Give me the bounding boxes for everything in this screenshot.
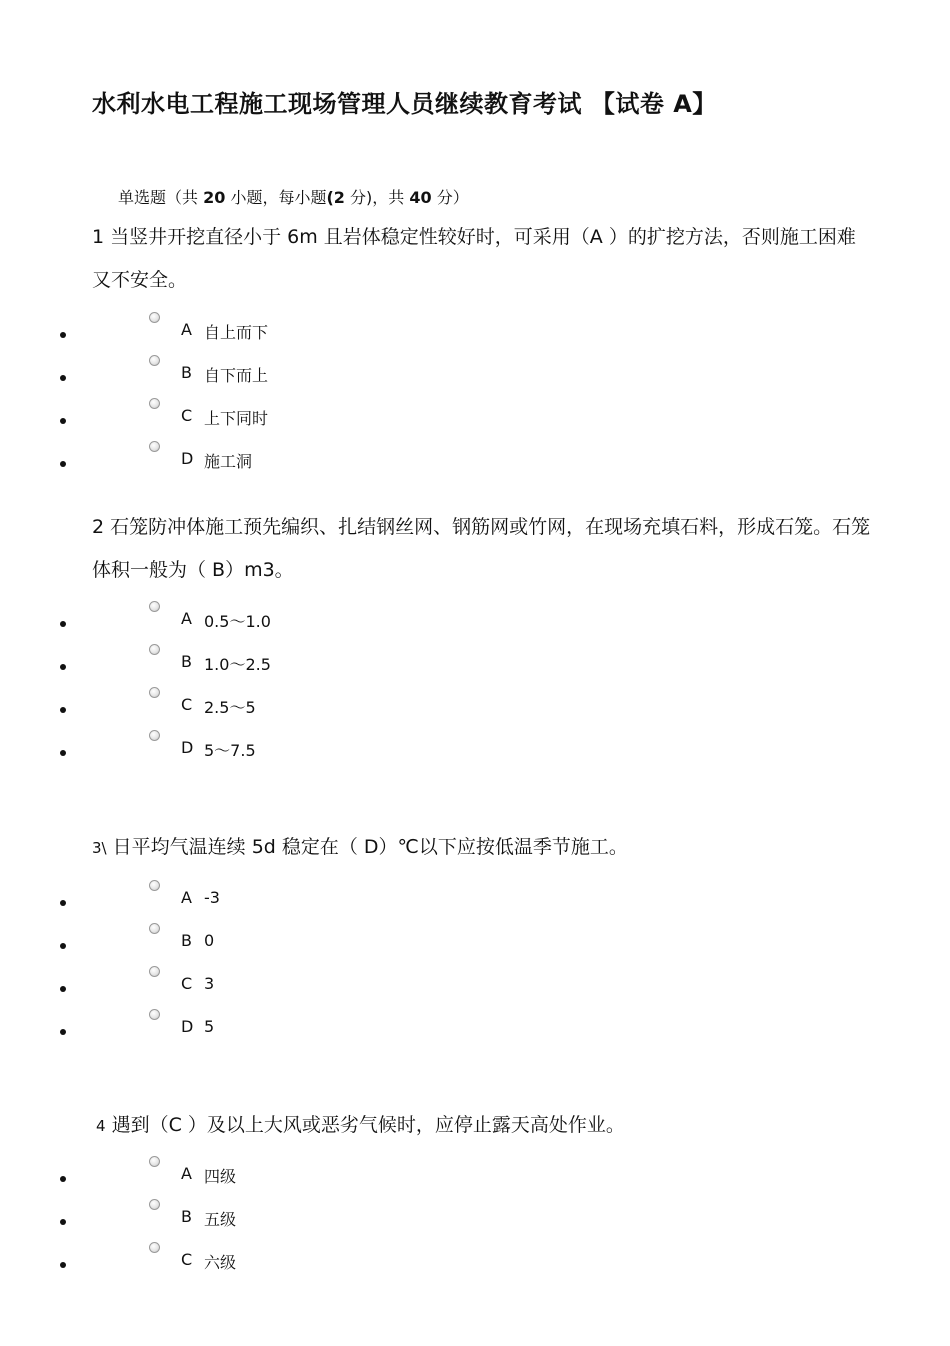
bullet-icon (60, 986, 66, 992)
radio-icon[interactable] (149, 601, 160, 612)
option-letter: A (181, 888, 192, 907)
radio-icon[interactable] (149, 687, 160, 698)
option-letter: B (181, 931, 192, 950)
question-body: 当竖井开挖直径小于 6m 且岩体稳定性较好时，可采用（A ）的扩挖方法，否则施工困难又不安全。 (92, 226, 856, 291)
radio-icon[interactable] (149, 441, 160, 452)
option-2b[interactable] (60, 644, 360, 684)
section-mid3: ，共 (372, 188, 410, 207)
radio-icon[interactable] (149, 1009, 160, 1020)
bullet-icon (60, 1219, 66, 1225)
radio-icon[interactable] (149, 880, 160, 891)
option-text: 五级 (204, 1210, 237, 1229)
radio-icon[interactable] (149, 398, 160, 409)
option-2c[interactable] (60, 687, 360, 727)
question-2-text (92, 506, 874, 592)
question-body: 石笼防冲体施工预先编织、扎结钢丝网、钢筋网或竹网，在现场充填石料，形成石笼。石笼体积一般为（ B）m3。 (92, 516, 871, 581)
question-number: 3\ (92, 839, 107, 857)
radio-icon[interactable] (149, 923, 160, 934)
question-4-text (96, 1104, 878, 1148)
option-2a[interactable] (60, 601, 360, 641)
option-text: 0.5～1.0 (204, 612, 271, 631)
question-number: 2 (92, 516, 105, 538)
bullet-icon (60, 943, 66, 949)
radio-icon[interactable] (149, 1242, 160, 1253)
option-3a[interactable] (60, 880, 360, 920)
bullet-icon (60, 332, 66, 338)
option-4c[interactable] (60, 1242, 360, 1282)
bullet-icon (60, 664, 66, 670)
question-1-text (92, 216, 874, 302)
radio-icon[interactable] (149, 966, 160, 977)
radio-icon[interactable] (149, 1156, 160, 1167)
option-letter: D (181, 449, 194, 468)
section-header (118, 185, 469, 208)
radio-icon[interactable] (149, 355, 160, 366)
question-number: 4 (96, 1117, 106, 1135)
total-score: 40 (409, 188, 432, 207)
section-mid2: 分) (344, 188, 373, 207)
option-text: 1.0～2.5 (204, 655, 271, 674)
question-score: (2 (326, 188, 345, 207)
option-letter: B (181, 363, 192, 382)
option-1d[interactable] (60, 441, 360, 481)
option-letter: C (181, 695, 193, 714)
bullet-icon (60, 1029, 66, 1035)
option-2d[interactable] (60, 730, 360, 770)
bullet-icon (60, 750, 66, 756)
option-letter: A (181, 320, 192, 339)
option-4a[interactable] (60, 1156, 360, 1196)
bullet-icon (60, 900, 66, 906)
section-prefix: 单选题（共 (118, 188, 204, 207)
question-3-text (92, 826, 874, 870)
option-text: 0 (204, 931, 215, 950)
radio-icon[interactable] (149, 1199, 160, 1210)
radio-icon[interactable] (149, 730, 160, 741)
option-4b[interactable] (60, 1199, 360, 1239)
option-3b[interactable] (60, 923, 360, 963)
option-text: 自上而下 (204, 323, 269, 342)
option-text: -3 (204, 888, 220, 907)
option-letter: D (181, 738, 194, 757)
option-text: 5 (204, 1017, 215, 1036)
bullet-icon (60, 707, 66, 713)
option-1b[interactable] (60, 355, 360, 395)
option-letter: B (181, 652, 192, 671)
question-body: 遇到（C ）及以上大风或恶劣气候时，应停止露天高处作业。 (105, 1114, 625, 1136)
bullet-icon (60, 418, 66, 424)
option-letter: D (181, 1017, 194, 1036)
page-title: 水利水电工程施工现场管理人员继续教育考试 【试卷 A】 (92, 90, 717, 118)
question-body: 日平均气温连续 5d 稳定在（ D）℃以下应按低温季节施工。 (106, 836, 628, 858)
bullet-icon (60, 621, 66, 627)
question-number: 1 (92, 226, 105, 248)
option-text: 上下同时 (204, 409, 269, 428)
option-text: 自下而上 (204, 366, 269, 385)
question-count: 20 (203, 188, 226, 207)
bullet-icon (60, 1176, 66, 1182)
option-text: 2.5～5 (204, 698, 256, 717)
option-text: 5～7.5 (204, 741, 256, 760)
option-1a[interactable] (60, 312, 360, 352)
option-letter: B (181, 1207, 192, 1226)
bullet-icon (60, 461, 66, 467)
option-letter: C (181, 406, 193, 425)
option-3d[interactable] (60, 1009, 360, 1049)
option-text: 四级 (204, 1167, 237, 1186)
radio-icon[interactable] (149, 312, 160, 323)
bullet-icon (60, 375, 66, 381)
bullet-icon (60, 1262, 66, 1268)
option-letter: C (181, 974, 193, 993)
option-letter: C (181, 1250, 193, 1269)
option-text: 六级 (204, 1253, 237, 1272)
option-text: 施工洞 (204, 452, 253, 471)
option-1c[interactable] (60, 398, 360, 438)
radio-icon[interactable] (149, 644, 160, 655)
option-3c[interactable] (60, 966, 360, 1006)
section-mid1: 小题，每小题 (225, 188, 327, 207)
option-letter: A (181, 1164, 192, 1183)
option-letter: A (181, 609, 192, 628)
option-text: 3 (204, 974, 215, 993)
section-suffix: 分） (431, 188, 469, 207)
